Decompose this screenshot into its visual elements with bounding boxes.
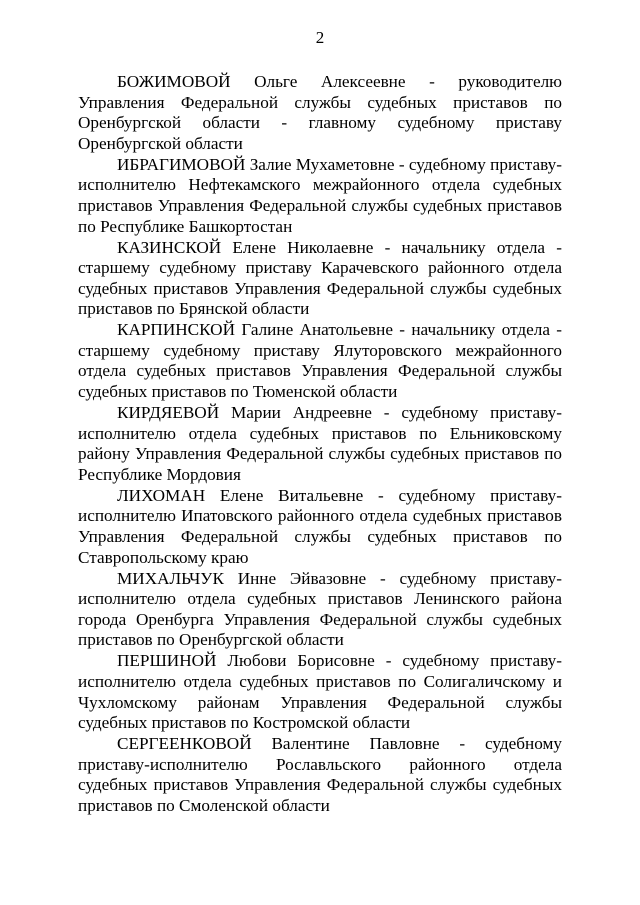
- list-item: КАЗИНСКОЙ Елене Николаевне - начальнику отдела - старшему судебному приставу Карачевского районного отдела судебных приставов Управления Федеральной службы судебных приставов по Брянской области: [78, 237, 562, 319]
- list-item: КАРПИНСКОЙ Галине Анатольевне - начальнику отдела - старшему судебному приставу Ялуторовского межрайонного отдела судебных приставов Управления Федеральной службы судебных приставов по Тюменской области: [78, 320, 562, 402]
- page-number: 2: [315, 28, 325, 47]
- list-item: ИБРАГИМОВОЙ Залие Мухаметовне - судебному приставу-исполнителю Нефтекамского межрайонного отдела судебных приставов Управления Федеральной службы судебных приставов по Республике Башкортостан: [78, 154, 562, 236]
- award-list: [78, 72, 562, 817]
- list-item: БОЖИМОВОЙ Ольге Алексеевне - руководителю Управления Федеральной службы судебных приставов по Оренбургской области - главному судебному приставу Оренбургской области: [78, 72, 562, 153]
- list-item: ЛИХОМАН Елене Витальевне - судебному приставу-исполнителю Ипатовского районного отдела судебных приставов Управления Федеральной службы судебных приставов по Ставропольскому краю: [78, 485, 562, 567]
- list-item: ПЕРШИНОЙ Любови Борисовне - судебному приставу-исполнителю отдела судебных приставов по Солигаличскому и Чухломскому районам Управления Федеральной службы судебных приставов по Костромской области: [78, 651, 562, 733]
- list-item: МИХАЛЬЧУК Инне Эйвазовне - судебному приставу-исполнителю отдела судебных приставов Ленинского района города Оренбурга Управления Федеральной службы судебных приставов по Оренбургской области: [78, 568, 562, 650]
- list-item: СЕРГЕЕНКОВОЙ Валентине Павловне - судебному приставу-исполнителю Рославльского районного отдела судебных приставов Управления Федеральной службы судебных приставов по Смоленской области: [78, 734, 562, 815]
- list-item: КИРДЯЕВОЙ Марии Андреевне - судебному приставу-исполнителю отдела судебных приставов по Ельниковскому району Управления Федеральной службы судебных приставов по Республике Мордовия: [78, 403, 562, 484]
